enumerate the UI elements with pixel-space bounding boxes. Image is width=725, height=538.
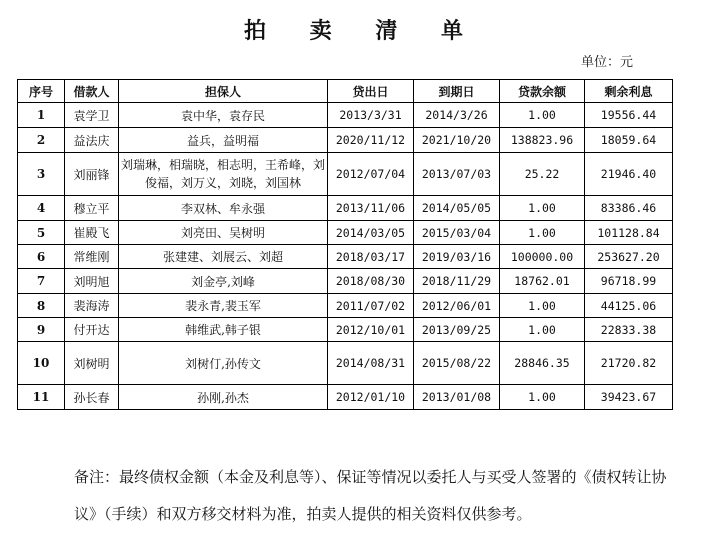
cell-guarantor: 孙刚,孙杰 [119, 385, 328, 410]
cell-borrower: 孙长春 [65, 385, 119, 410]
cell-guarantor: 李双林、牟永强 [119, 196, 328, 221]
cell-due-date: 2021/10/20 [414, 128, 500, 153]
cell-no: 7 [18, 269, 65, 294]
cell-loan-date: 2014/03/05 [328, 221, 414, 245]
cell-guarantor: 刘瑞琳，相瑞晓，相志明，王希峰，刘俊福，刘万义，刘晓，刘国林 [119, 153, 328, 196]
cell-due-date: 2012/06/01 [414, 294, 500, 318]
table-row [18, 342, 673, 385]
cell-guarantor: 刘树仃,孙传文 [119, 342, 328, 385]
cell-no: 11 [18, 385, 65, 410]
cell-due-date: 2013/01/08 [414, 385, 500, 410]
cell-borrower: 益法庆 [65, 128, 119, 153]
cell-due-date: 2015/03/04 [414, 221, 500, 245]
cell-balance: 1.00 [500, 196, 585, 221]
table-row [18, 103, 673, 128]
auction-list-table [17, 79, 673, 410]
header-balance: 贷款余额 [500, 80, 585, 103]
cell-no: 8 [18, 294, 65, 318]
table-row [18, 245, 673, 269]
cell-balance: 28846.35 [500, 342, 585, 385]
cell-interest: 18059.64 [585, 128, 673, 153]
cell-guarantor: 益兵，益明福 [119, 128, 328, 153]
cell-guarantor: 袁中华，袁存民 [119, 103, 328, 128]
cell-balance: 1.00 [500, 221, 585, 245]
cell-interest: 39423.67 [585, 385, 673, 410]
cell-balance: 1.00 [500, 318, 585, 342]
cell-guarantor: 裴永青,裴玉军 [119, 294, 328, 318]
table-header-row [18, 80, 673, 103]
cell-balance: 138823.96 [500, 128, 585, 153]
cell-borrower: 袁学卫 [65, 103, 119, 128]
cell-borrower: 常维刚 [65, 245, 119, 269]
table-row [18, 318, 673, 342]
cell-balance: 100000.00 [500, 245, 585, 269]
cell-borrower: 裴海涛 [65, 294, 119, 318]
table-row [18, 221, 673, 245]
header-guarantor: 担保人 [119, 80, 328, 103]
cell-borrower: 付开达 [65, 318, 119, 342]
cell-balance: 1.00 [500, 385, 585, 410]
cell-loan-date: 2013/3/31 [328, 103, 414, 128]
cell-loan-date: 2012/07/04 [328, 153, 414, 196]
cell-loan-date: 2014/08/31 [328, 342, 414, 385]
cell-loan-date: 2020/11/12 [328, 128, 414, 153]
cell-loan-date: 2018/08/30 [328, 269, 414, 294]
cell-due-date: 2013/09/25 [414, 318, 500, 342]
cell-no: 2 [18, 128, 65, 153]
cell-balance: 18762.01 [500, 269, 585, 294]
cell-due-date: 2013/07/03 [414, 153, 500, 196]
table-row [18, 294, 673, 318]
cell-borrower: 刘树明 [65, 342, 119, 385]
table-row [18, 196, 673, 221]
header-loan-date: 贷出日 [328, 80, 414, 103]
cell-due-date: 2014/3/26 [414, 103, 500, 128]
cell-no: 6 [18, 245, 65, 269]
cell-guarantor: 韩维武,韩子银 [119, 318, 328, 342]
cell-guarantor: 刘金亭,刘峰 [119, 269, 328, 294]
cell-borrower: 穆立平 [65, 196, 119, 221]
cell-interest: 19556.44 [585, 103, 673, 128]
header-no: 序号 [18, 80, 65, 103]
cell-loan-date: 2013/11/06 [328, 196, 414, 221]
cell-loan-date: 2011/07/02 [328, 294, 414, 318]
cell-loan-date: 2012/01/10 [328, 385, 414, 410]
header-due-date: 到期日 [414, 80, 500, 103]
cell-interest: 21946.40 [585, 153, 673, 196]
cell-due-date: 2019/03/16 [414, 245, 500, 269]
cell-balance: 25.22 [500, 153, 585, 196]
header-borrower: 借款人 [65, 80, 119, 103]
cell-interest: 21720.82 [585, 342, 673, 385]
header-interest: 剩余利息 [585, 80, 673, 103]
cell-loan-date: 2018/03/17 [328, 245, 414, 269]
cell-no: 4 [18, 196, 65, 221]
cell-borrower: 崔殿飞 [65, 221, 119, 245]
cell-interest: 44125.06 [585, 294, 673, 318]
cell-no: 10 [18, 342, 65, 385]
cell-guarantor: 刘亮田、吴树明 [119, 221, 328, 245]
cell-interest: 83386.46 [585, 196, 673, 221]
footnote: 备注：最终债权金额（本金及利息等）、保证等情况以委托人与买受人签署的《债权转让协议》（手续）和双方移交材料为准，拍卖人提供的相关资料仅供参考。 [74, 468, 667, 523]
table-row [18, 385, 673, 410]
unit-label: 单位：元 [580, 55, 633, 70]
cell-due-date: 2018/11/29 [414, 269, 500, 294]
cell-balance: 1.00 [500, 103, 585, 128]
page-title: 拍 卖 清 单 [244, 18, 481, 44]
cell-interest: 253627.20 [585, 245, 673, 269]
cell-loan-date: 2012/10/01 [328, 318, 414, 342]
table-row [18, 128, 673, 153]
cell-no: 9 [18, 318, 65, 342]
cell-interest: 96718.99 [585, 269, 673, 294]
table-row [18, 153, 673, 196]
cell-no: 5 [18, 221, 65, 245]
cell-no: 3 [18, 153, 65, 196]
cell-due-date: 2015/08/22 [414, 342, 500, 385]
cell-due-date: 2014/05/05 [414, 196, 500, 221]
cell-interest: 101128.84 [585, 221, 673, 245]
cell-balance: 1.00 [500, 294, 585, 318]
cell-no: 1 [18, 103, 65, 128]
table-row [18, 269, 673, 294]
cell-borrower: 刘丽锋 [65, 153, 119, 196]
cell-guarantor: 张建建、刘展云、刘超 [119, 245, 328, 269]
cell-borrower: 刘明旭 [65, 269, 119, 294]
cell-interest: 22833.38 [585, 318, 673, 342]
